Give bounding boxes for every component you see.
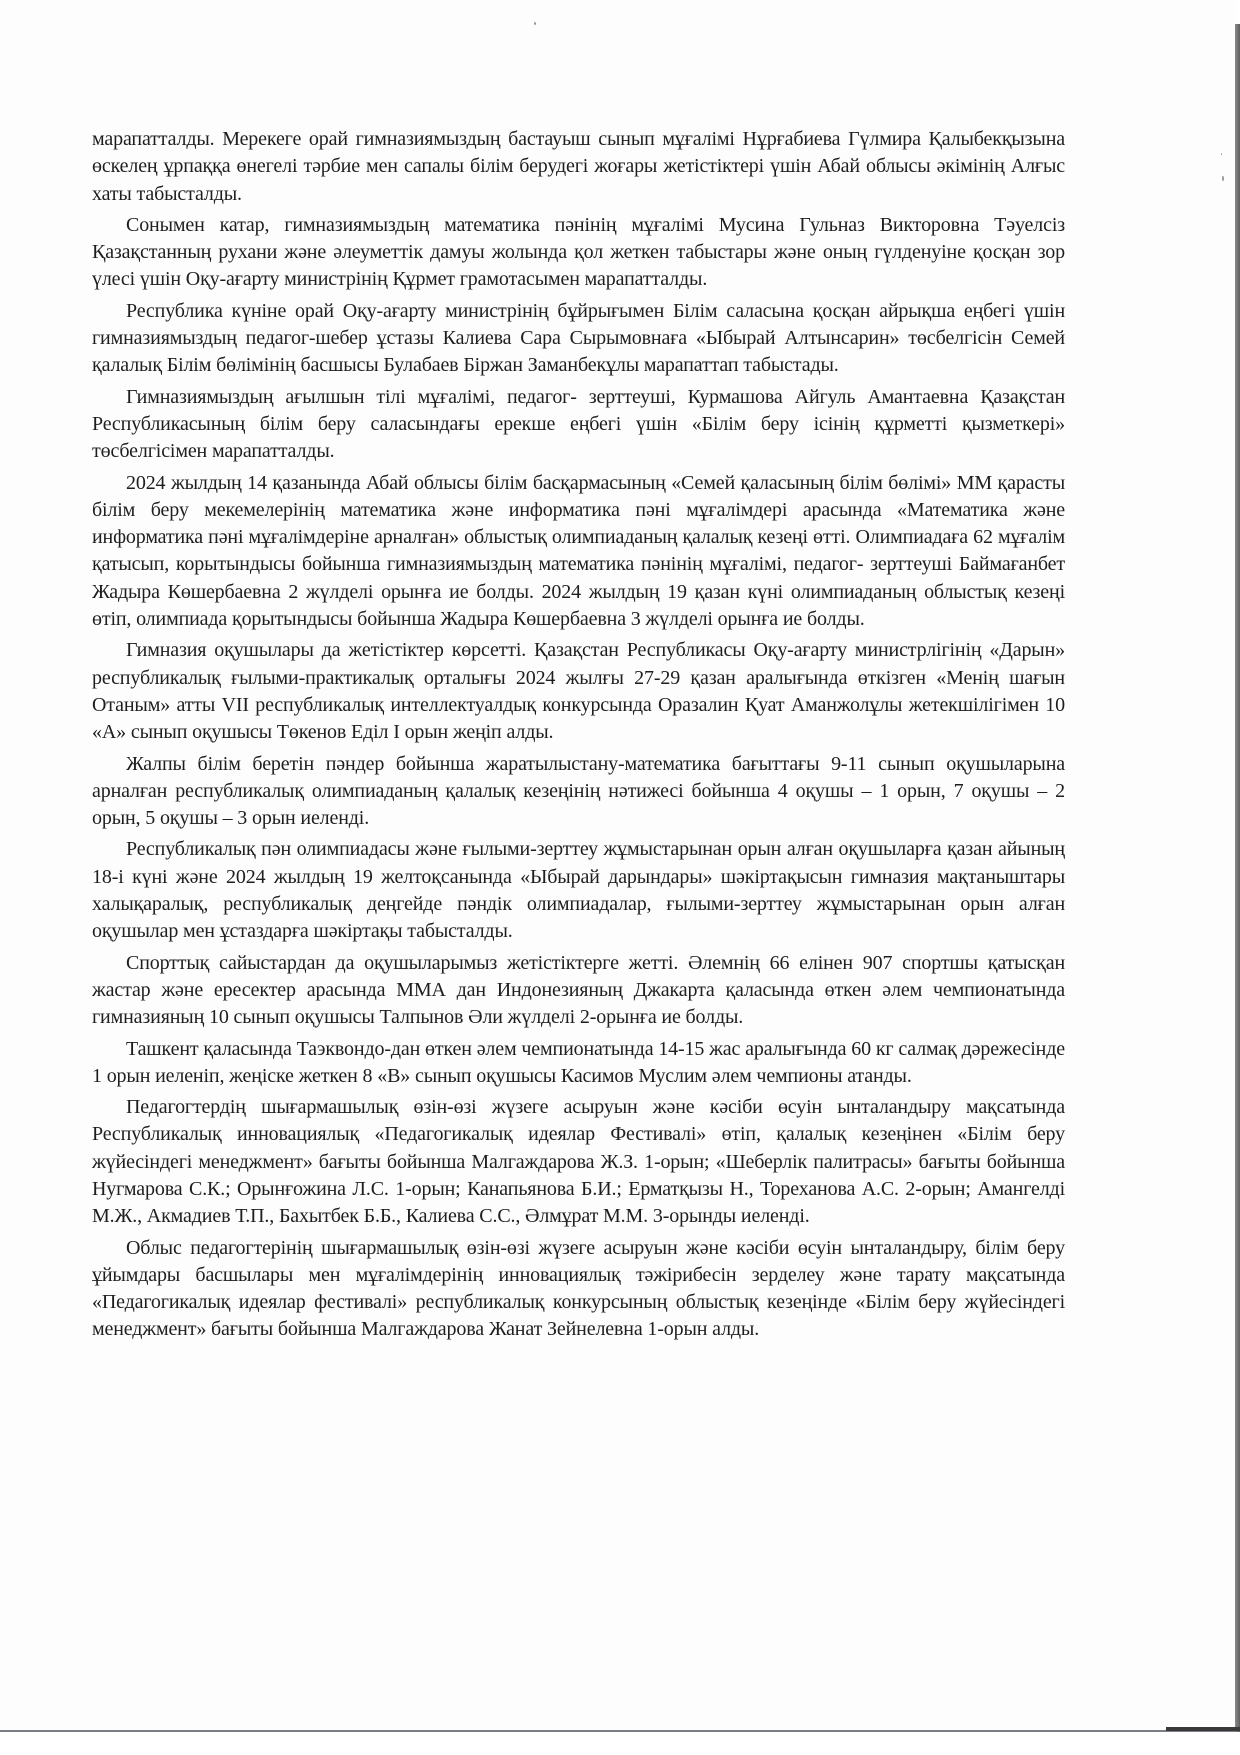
- scan-page-corner: [1166, 1727, 1240, 1731]
- paragraph-student-achievements: Гимназия оқушылары да жетістіктер көрсетті. Қазақстан Республикасы Оқу-ағарту министрлігінің «Дарын» республикалық ғылыми-практикалық орталығы 2024 жылғы 27-29 қазан аралығында өткізген «Менің шағын Отаным» атты VII республикалық интеллектуалдық конкурсында Оразалин Қуат Аманжолұлы жетекшілігімен 10 «А» сынып оқушысы Төкенов Еділ I орын жеңіп алды.: [92, 639, 1065, 744]
- paragraph-award-kaliyeva: Республика күніне орай Оқу-ағарту министрінің бұйрығымен Білім саласына қосқан айрықша еңбегі үшін гимназиямыздың педагог-шебер ұстазы Калиева Сара Сырымовнаға «Ыбырай Алтынсарин» төсбелгісін Семей қалалық Білім бөлімінің басшысы Булабаев Біржан Заманбекұлы марапаттап табыстады.: [92, 299, 1065, 377]
- paragraph-math-olympiad-teachers: 2024 жылдың 14 қазанында Абай облысы білім басқармасының «Семей қаласының білім бөлімі» ММ қарасты білім беру мекемелерінің математика және информатика пәні мұғалімдері арасында «Математика және информатика пәні мұғалімдеріне арналған» облыстық олимпиаданың қалалық кезеңі өтті. Олимпиадаға 62 мұғалім қатысып, корытындысы бойынша гимназиямыздың математика пәнінің мұғалімі, педагог- зерттеуші Баймағанбет Жадыра Көшербаевна 2 жүлделі орынға ие болды. 2024 жылдың 19 қазан күні олимпиаданың облыстық кезеңі өтіп, олимпиада қорытындысы бойынша Жадыра Көшербаевна 3 жүлделі орынға ие болды.: [92, 471, 1065, 631]
- paragraph-award-musina: Сонымен катар, гимназиямыздың математика пәнінің мұғалімі Мусина Гульназ Викторовна Тәуелсіз Қазақстанның рухани және әлеуметтік дамуы жолында қол жеткен табыстары және оның гүлденуіне қосқан зор үлесі үшін Оқу-ағарту министрінің Құрмет грамотасымен марапатталды.: [92, 213, 1065, 291]
- paragraph-mma-championship: Спорттық сайыстардан да оқушыларымыз жетістіктерге жетті. Әлемнің 66 елінен 907 спортшы қатысқан жастар және ересектер арасында ММА дан Индонезияның Джакарта қаласында өткен әлем чемпионатында гимназияның 10 сынып оқушысы Талпынов Әли жүлделі 2-орынға ие болды.: [92, 951, 1065, 1029]
- paragraph-pedagogical-festival-region: Облыс педагогтерінің шығармашылық өзін-өзі жүзеге асыруын және кәсіби өсуін ынталандыру, білім беру ұйымдары басшылары мен мұғалімдерінің инновациялық тәжірибесін зерделеу және тарату мақсатында «Педагогикалық идеялар фестивалі» республикалық конкурсының облыстық кезеңінде «Білім беру жүйесіндегі менеджмент» бағыты бойынша Малгаждарова Жанат Зейнелевна 1-орын алды.: [92, 1236, 1065, 1341]
- paragraph-taekwondo-championship: Ташкент қаласында Таэквондо-дан өткен әлем чемпионатында 14-15 жас аралығында 60 кг салмақ дәрежесінде 1 орын иеленіп, жеңіске жеткен 8 «В» сынып оқушысы Касимов Муслим әлем чемпионы атанды.: [92, 1037, 1065, 1087]
- paragraph-award-kurmashova: Гимназиямыздың ағылшын тілі мұғалімі, педагог- зерттеуші, Курмашова Айгуль Амантаевна Қазақстан Республикасының білім беру саласындағы ерекше еңбегі үшін «Білім беру ісінің құрметті қызметкері» төсбелгісімен марапатталды.: [92, 385, 1065, 463]
- document-body: [92, 126, 1065, 1348]
- paragraph-ybyrai-scholarship: Республикалық пән олимпиадасы және ғылыми-зерттеу жұмыстарынан орын алған оқушыларға қазан айының 18-і күні және 2024 жылдың 19 желтоқсанында «Ыбырай дарындары» шәкіртақысын гимназия мақтаныштары халықаралық, республикалық деңгейде пәндік олимпиадалар, ғылыми-зерттеу жұмыстарынан орын алған оқушылар мен ұстаздарға шәкіртақы табысталды.: [92, 838, 1065, 943]
- paragraph-city-olympiad-results: Жалпы білім беретін пәндер бойынша жаратылыстану-математика бағыттағы 9-11 сынып оқушыларына арналған республикалық олимпиаданың қалалық кезеңінің нәтижесі бойынша 4 оқушы – 1 орын, 7 оқушы – 2 орын, 5 оқушы – 3 орын иеленді.: [92, 752, 1065, 830]
- scan-speck: [1222, 176, 1224, 181]
- scan-speck: [1221, 153, 1222, 155]
- paragraph-pedagogical-festival-city: Педагогтердің шығармашылық өзін-өзі жүзеге асыруын және кәсіби өсуін ынталандыру мақсатында Республикалық инновациялық «Педагогикалық идеялар Фестивалі» өтіп, қалалық кезеңінен «Білім беру жүйесіндегі менеджмент» бағыты бойынша Малгаждарова Ж.З. 1-орын; «Шеберлік палитрасы» бағыты бойынша Нугмарова С.К.; Орынғожина Л.С. 1-орын; Канапьянова Б.И.; Ерматқызы Н., Тореханова А.С. 2-орын; Амангелді М.Ж., Акмадиев Т.П., Бахытбек Б.Б., Калиева С.С., Әлмұрат М.М. 3-орынды иеленді.: [92, 1096, 1065, 1228]
- scan-page-edge: [1235, 24, 1240, 1732]
- scan-speck: [534, 22, 536, 25]
- paragraph-award-nurgabiyeva: марапатталды. Мерекеге орай гимназиямыздың бастауыш сынып мұғалімі Нұрғабиева Гүлмира Қалыбекқызына өскелең ұрпаққа өнегелі тәрбие мен сапалы білім берудегі жоғары жетістіктері үшін Абай облысы әкімінің Алғыс хаты табысталды.: [92, 128, 1065, 205]
